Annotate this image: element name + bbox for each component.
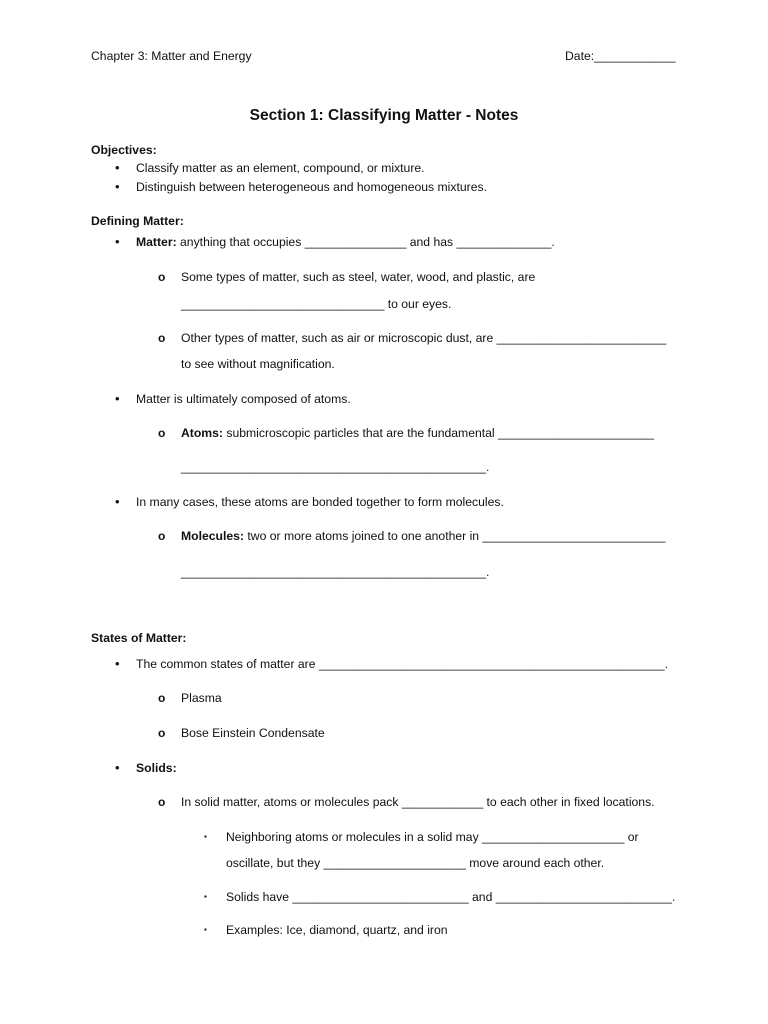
matter-term: Matter: [136, 235, 177, 249]
circle-bullet-icon: o [158, 331, 166, 345]
atoms-definition-line1 [181, 425, 654, 441]
circle-bullet-icon: o [158, 795, 166, 809]
molecules-term: Molecules: [181, 529, 244, 543]
bullet-icon: • [115, 160, 120, 175]
circle-bullet-icon: o [158, 726, 166, 740]
invisible-matter-line1: Other types of matter, such as air or microscopic dust, are _________________________ [181, 331, 667, 345]
square-bullet-icon: ▪ [204, 832, 207, 841]
common-states: The common states of matter are ___________________________________________________. [136, 657, 668, 671]
solids-examples: Examples: Ice, diamond, quartz, and iron [226, 923, 448, 937]
neighbor-line2: oscillate, but they _____________________ move around each other. [226, 856, 605, 870]
bullet-icon: • [115, 656, 120, 671]
solids-heading: Solids: [136, 761, 177, 775]
atoms-definition-line2: _____________________________________________. [181, 460, 490, 474]
neighbor-line1: Neighboring atoms or molecules in a solid may _____________________ or [226, 830, 639, 844]
bullet-icon: • [115, 494, 120, 509]
molecules-definition-line2: _____________________________________________. [181, 565, 490, 579]
bullet-icon: • [115, 179, 120, 194]
square-bullet-icon: ▪ [204, 925, 207, 934]
visible-matter-line2: ______________________________ to our eyes. [181, 297, 452, 311]
states-heading: States of Matter: [91, 631, 187, 645]
circle-bullet-icon: o [158, 529, 166, 543]
bullet-icon: • [115, 760, 120, 775]
chapter-header: Chapter 3: Matter and Energy [91, 49, 252, 63]
invisible-matter-line2: to see without magnification. [181, 357, 335, 371]
visible-matter-line1: Some types of matter, such as steel, water, wood, and plastic, are [181, 270, 536, 284]
bullet-icon: • [115, 234, 120, 249]
objective-item: Distinguish between heterogeneous and homogeneous mixtures. [136, 180, 487, 194]
atoms-text: submicroscopic particles that are the fundamental _______________________ [222, 426, 654, 440]
solids-have: Solids have __________________________ and __________________________. [226, 890, 676, 904]
circle-bullet-icon: o [158, 426, 166, 440]
circle-bullet-icon: o [158, 691, 166, 705]
molecules-intro: In many cases, these atoms are bonded together to form molecules. [136, 495, 504, 509]
atoms-term: Atoms: [181, 426, 223, 440]
solid-packing: In solid matter, atoms or molecules pack ____________ to each other in fixed locations. [181, 795, 655, 809]
atoms-intro: Matter is ultimately composed of atoms. [136, 392, 351, 406]
objectives-heading: Objectives: [91, 143, 157, 157]
bullet-icon: • [115, 391, 120, 406]
date-field: Date:____________ [565, 49, 676, 63]
matter-definition [136, 234, 555, 250]
objective-item: Classify matter as an element, compound, or mixture. [136, 161, 425, 175]
bec-item: Bose Einstein Condensate [181, 726, 325, 740]
square-bullet-icon: ▪ [204, 892, 207, 901]
matter-text: anything that occupies _______________ and has ______________. [176, 235, 555, 249]
defining-matter-heading: Defining Matter: [91, 214, 184, 228]
molecules-definition-line1 [181, 528, 665, 544]
plasma-item: Plasma [181, 691, 222, 705]
page-title: Section 1: Classifying Matter - Notes [249, 107, 519, 124]
circle-bullet-icon: o [158, 270, 166, 284]
molecules-text: two or more atoms joined to one another in ___________________________ [244, 529, 666, 543]
